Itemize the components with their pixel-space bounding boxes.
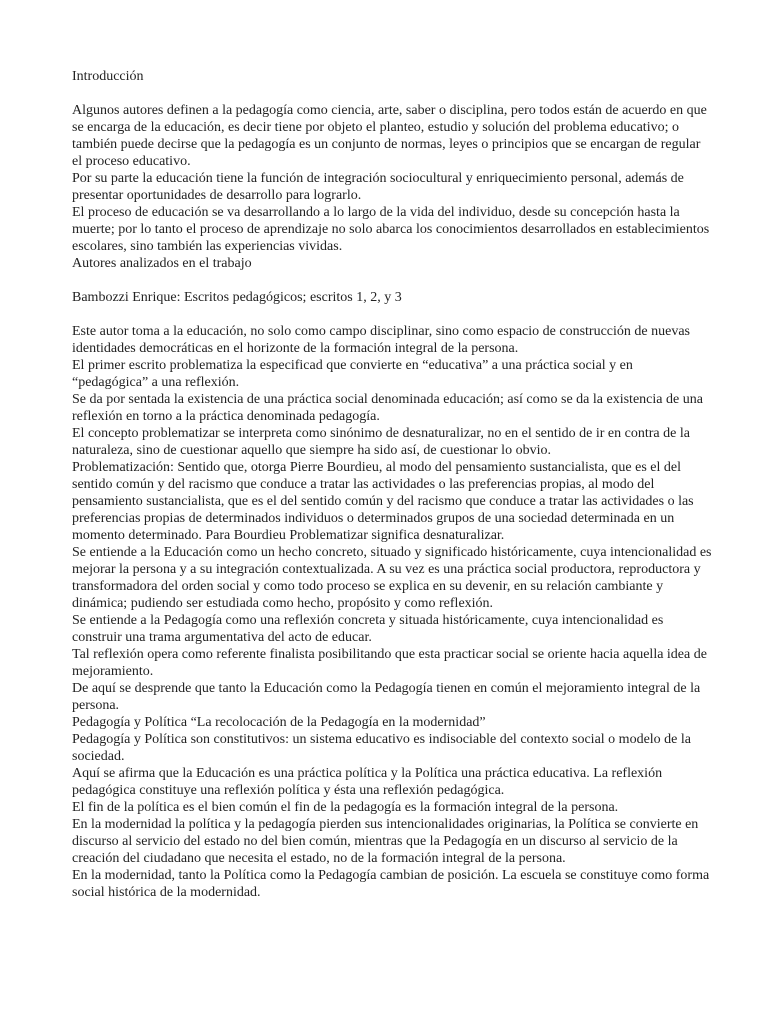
section-title: Bambozzi Enrique: Escritos pedagógicos; escritos 1, 2, y 3 <box>72 290 402 305</box>
spacer <box>72 272 712 289</box>
section-paragraph-13: El fin de la política es el bien común el fin de la pedagogía es la formación integral de la persona. <box>72 800 619 815</box>
section-paragraph-14: En la modernidad la política y la pedagogía pierden sus intencionalidades originarias, la Política se convierte en discurso al servicio del estado no del bien común, mientras que la Pedagogía en un discurso al servicio de la creación del ciudadano que necesita el estado, no de la formación integral de la persona. <box>72 817 699 866</box>
document-page <box>72 68 712 901</box>
section-paragraph-3: Se da por sentada la existencia de una práctica social denominada educación; así como se da la existencia de una reflexión en torno a la práctica denominada pedagogía. <box>72 392 703 424</box>
spacer <box>72 306 712 323</box>
section-paragraph-10: Pedagogía y Política “La recolocación de la Pedagogía en la modernidad” <box>72 715 486 730</box>
section-paragraph-11: Pedagogía y Política son constitutivos: un sistema educativo es indisociable del contexto social o modelo de la sociedad. <box>72 732 691 764</box>
intro-paragraph-1: Algunos autores definen a la pedagogía como ciencia, arte, saber o disciplina, pero todos están de acuerdo en que se encarga de la educación, es decir tiene por objeto el planteo, estudio y solución del problema educativo; o también puede decirse que la pedagogía es un conjunto de normas, leyes o principios que se encargan de regular el proceso educativo. <box>72 103 707 169</box>
section-paragraph-12: Aquí se afirma que la Educación es una práctica política y la Política una práctica educativa. La reflexión pedagógica constituye una reflexión política y ésta una reflexión pedagógica. <box>72 766 663 798</box>
intro-paragraph-2: Por su parte la educación tiene la función de integración sociocultural y enriquecimiento personal, además de presentar oportunidades de desarrollo para lograrlo. <box>72 171 684 203</box>
document-heading: Introducción <box>72 69 144 84</box>
section-paragraph-6: Se entiende a la Educación como un hecho concreto, situado y significado históricamente, cuya intencionalidad es mejorar la persona y a su integración contextualizada. A su vez es una práctica social productora, reproductora y transformadora del orden social y como todo proceso se explica en su devenir, en su relación cambiante y dinámica; pudiendo ser estudiada como hecho, propósito y como reflexión. <box>72 545 712 611</box>
intro-paragraph-3: El proceso de educación se va desarrollando a lo largo de la vida del individuo, desde su concepción hasta la muerte; por lo tanto el proceso de aprendizaje no solo abarca los conocimientos desarrollados en establecimientos escolares, sino también las experiencias vividas. <box>72 205 710 254</box>
section-paragraph-1: Este autor toma a la educación, no solo como campo disciplinar, sino como espacio de construcción de nuevas identidades democráticas en el horizonte de la formación integral de la persona. <box>72 324 690 356</box>
intro-paragraph-4: Autores analizados en el trabajo <box>72 256 252 271</box>
section-paragraph-4: El concepto problematizar se interpreta como sinónimo de desnaturalizar, no en el sentido de ir en contra de la naturaleza, sino de cuestionar aquello que siempre ha sido así, de cuestionar lo obvio. <box>72 426 690 458</box>
section-paragraph-5: Problematización: Sentido que, otorga Pierre Bourdieu, al modo del pensamiento sustancialista, que es el del sentido común y del racismo que conduce a tratar las actividades o las preferencias propias, al modo del pensamiento sustancialista, que es el del sentido común y del racismo que conduce a tratar las actividades o las preferencias propias de determinados individuos o determinados grupos de una sociedad determinada en un momento determinado. Para Bourdieu Problematizar significa desnaturalizar. <box>72 460 694 543</box>
section-paragraph-8: Tal reflexión opera como referente finalista posibilitando que esta practicar social se oriente hacia aquella idea de mejoramiento. <box>72 647 707 679</box>
section-paragraph-9: De aquí se desprende que tanto la Educación como la Pedagogía tienen en común el mejoramiento integral de la persona. <box>72 681 701 713</box>
section-paragraph-7: Se entiende a la Pedagogía como una reflexión concreta y situada históricamente, cuya intencionalidad es construir una trama argumentativa del acto de educar. <box>72 613 664 645</box>
spacer <box>72 85 712 102</box>
section-paragraph-2: El primer escrito problematiza la especificad que convierte en “educativa” a una práctica social y en “pedagógica” a una reflexión. <box>72 358 633 390</box>
section-paragraph-15: En la modernidad, tanto la Política como la Pedagogía cambian de posición. La escuela se constituye como forma social histórica de la modernidad. <box>72 868 710 900</box>
